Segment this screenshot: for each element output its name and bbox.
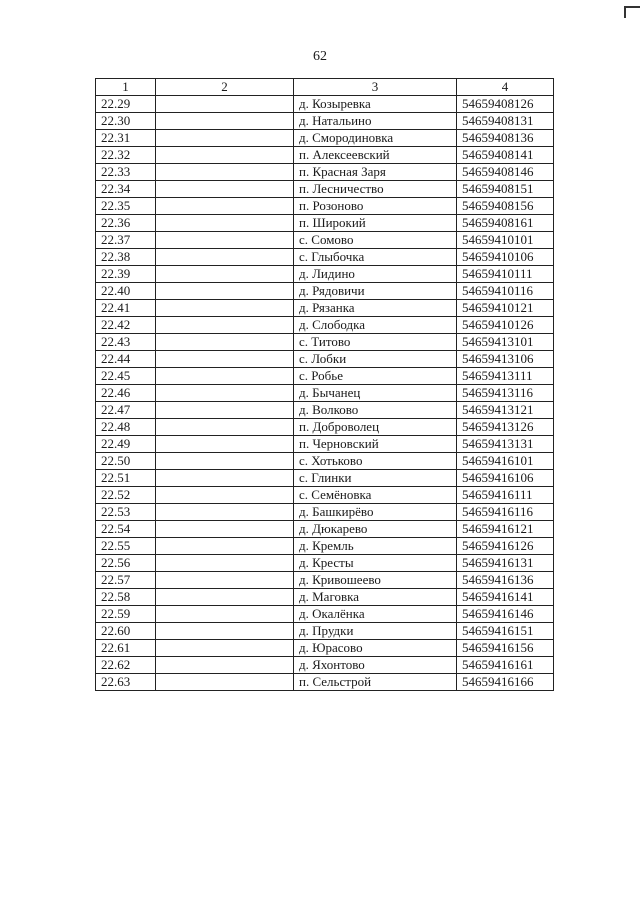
table-row: [96, 402, 554, 419]
table-row: [96, 300, 554, 317]
settlements-table: [95, 78, 554, 691]
row-number-cell: 22.63: [96, 674, 156, 691]
row-number-cell: 22.46: [96, 385, 156, 402]
settlement-code-cell: 54659416156: [457, 640, 554, 657]
table-row: [96, 113, 554, 130]
table-body: [96, 96, 554, 691]
row-col2-cell: [156, 419, 294, 436]
row-number-cell: 22.44: [96, 351, 156, 368]
settlement-name-cell: п. Алексеевский: [294, 147, 457, 164]
table-row: [96, 283, 554, 300]
settlement-code-cell: 54659416131: [457, 555, 554, 572]
settlement-code-cell: 54659416126: [457, 538, 554, 555]
row-col2-cell: [156, 436, 294, 453]
settlement-name-cell: с. Лобки: [294, 351, 457, 368]
settlement-name-cell: с. Сомово: [294, 232, 457, 249]
table-row: [96, 419, 554, 436]
table-row: [96, 504, 554, 521]
settlement-name-cell: с. Титово: [294, 334, 457, 351]
settlement-name-cell: д. Кресты: [294, 555, 457, 572]
settlement-name-cell: д. Яхонтово: [294, 657, 457, 674]
settlement-name-cell: д. Башкирёво: [294, 504, 457, 521]
table-row: [96, 266, 554, 283]
table-row: [96, 232, 554, 249]
settlement-code-cell: 54659416151: [457, 623, 554, 640]
row-col2-cell: [156, 657, 294, 674]
settlement-code-cell: 54659410126: [457, 317, 554, 334]
table-header-row: [96, 79, 554, 96]
settlement-name-cell: д. Окалёнка: [294, 606, 457, 623]
settlement-name-cell: д. Кривошеево: [294, 572, 457, 589]
table-row: [96, 572, 554, 589]
settlement-code-cell: 54659410106: [457, 249, 554, 266]
settlement-name-cell: д. Прудки: [294, 623, 457, 640]
table-row: [96, 181, 554, 198]
settlement-code-cell: 54659413116: [457, 385, 554, 402]
settlement-name-cell: д. Дюкарево: [294, 521, 457, 538]
settlement-name-cell: п. Розоново: [294, 198, 457, 215]
settlement-code-cell: 54659416106: [457, 470, 554, 487]
settlement-name-cell: с. Глыбочка: [294, 249, 457, 266]
corner-mark: [624, 6, 640, 18]
settlement-name-cell: д. Рядовичи: [294, 283, 457, 300]
row-number-cell: 22.51: [96, 470, 156, 487]
row-number-cell: 22.37: [96, 232, 156, 249]
row-number-cell: 22.42: [96, 317, 156, 334]
row-col2-cell: [156, 249, 294, 266]
row-col2-cell: [156, 572, 294, 589]
settlement-name-cell: д. Бычанец: [294, 385, 457, 402]
table-row: [96, 385, 554, 402]
table-row: [96, 538, 554, 555]
row-col2-cell: [156, 113, 294, 130]
row-col2-cell: [156, 589, 294, 606]
row-number-cell: 22.39: [96, 266, 156, 283]
row-number-cell: 22.31: [96, 130, 156, 147]
row-number-cell: 22.55: [96, 538, 156, 555]
row-col2-cell: [156, 674, 294, 691]
row-number-cell: 22.33: [96, 164, 156, 181]
row-number-cell: 22.32: [96, 147, 156, 164]
table-row: [96, 198, 554, 215]
settlement-code-cell: 54659408136: [457, 130, 554, 147]
settlement-name-cell: с. Семёновка: [294, 487, 457, 504]
settlement-code-cell: 54659416111: [457, 487, 554, 504]
settlement-code-cell: 54659416121: [457, 521, 554, 538]
row-number-cell: 22.30: [96, 113, 156, 130]
table-row: [96, 351, 554, 368]
header-col-1: 1: [96, 79, 156, 96]
table-row: [96, 674, 554, 691]
row-col2-cell: [156, 164, 294, 181]
row-number-cell: 22.47: [96, 402, 156, 419]
table-row: [96, 249, 554, 266]
settlement-name-cell: п. Широкий: [294, 215, 457, 232]
settlement-name-cell: д. Лидино: [294, 266, 457, 283]
table-row: [96, 436, 554, 453]
settlement-code-cell: 54659416136: [457, 572, 554, 589]
row-number-cell: 22.41: [96, 300, 156, 317]
table-row: [96, 164, 554, 181]
row-number-cell: 22.54: [96, 521, 156, 538]
row-col2-cell: [156, 266, 294, 283]
table-row: [96, 589, 554, 606]
row-number-cell: 22.49: [96, 436, 156, 453]
row-number-cell: 22.29: [96, 96, 156, 113]
settlement-name-cell: п. Красная Заря: [294, 164, 457, 181]
row-number-cell: 22.61: [96, 640, 156, 657]
row-col2-cell: [156, 623, 294, 640]
settlement-name-cell: д. Смородиновка: [294, 130, 457, 147]
row-number-cell: 22.56: [96, 555, 156, 572]
row-col2-cell: [156, 385, 294, 402]
settlement-name-cell: д. Волково: [294, 402, 457, 419]
table-row: [96, 521, 554, 538]
row-number-cell: 22.35: [96, 198, 156, 215]
settlement-code-cell: 54659408126: [457, 96, 554, 113]
row-col2-cell: [156, 538, 294, 555]
row-number-cell: 22.57: [96, 572, 156, 589]
table-row: [96, 215, 554, 232]
row-col2-cell: [156, 470, 294, 487]
settlement-name-cell: д. Натальино: [294, 113, 457, 130]
settlement-name-cell: п. Лесничество: [294, 181, 457, 198]
table-row: [96, 130, 554, 147]
table-row: [96, 453, 554, 470]
settlement-name-cell: с. Глинки: [294, 470, 457, 487]
table-row: [96, 147, 554, 164]
settlement-code-cell: 54659408161: [457, 215, 554, 232]
settlement-code-cell: 54659416141: [457, 589, 554, 606]
table-row: [96, 470, 554, 487]
table-row: [96, 555, 554, 572]
row-number-cell: 22.48: [96, 419, 156, 436]
settlement-code-cell: 54659413111: [457, 368, 554, 385]
table-row: [96, 487, 554, 504]
settlement-code-cell: 54659416101: [457, 453, 554, 470]
row-number-cell: 22.45: [96, 368, 156, 385]
settlement-code-cell: 54659416146: [457, 606, 554, 623]
row-number-cell: 22.50: [96, 453, 156, 470]
table-row: [96, 334, 554, 351]
settlement-code-cell: 54659408146: [457, 164, 554, 181]
row-col2-cell: [156, 487, 294, 504]
settlement-name-cell: с. Робье: [294, 368, 457, 385]
row-number-cell: 22.62: [96, 657, 156, 674]
settlement-code-cell: 54659410121: [457, 300, 554, 317]
settlement-code-cell: 54659408156: [457, 198, 554, 215]
row-col2-cell: [156, 521, 294, 538]
row-col2-cell: [156, 232, 294, 249]
settlement-name-cell: д. Кремль: [294, 538, 457, 555]
row-col2-cell: [156, 130, 294, 147]
settlement-code-cell: 54659410116: [457, 283, 554, 300]
row-col2-cell: [156, 453, 294, 470]
row-col2-cell: [156, 317, 294, 334]
settlement-name-cell: д. Рязанка: [294, 300, 457, 317]
settlement-code-cell: 54659408141: [457, 147, 554, 164]
row-number-cell: 22.53: [96, 504, 156, 521]
row-number-cell: 22.40: [96, 283, 156, 300]
header-col-2: 2: [156, 79, 294, 96]
settlement-name-cell: д. Юрасово: [294, 640, 457, 657]
settlement-code-cell: 54659416166: [457, 674, 554, 691]
settlement-code-cell: 54659416161: [457, 657, 554, 674]
row-col2-cell: [156, 555, 294, 572]
row-number-cell: 22.43: [96, 334, 156, 351]
header-col-3: 3: [294, 79, 457, 96]
settlement-name-cell: с. Хотьково: [294, 453, 457, 470]
row-col2-cell: [156, 96, 294, 113]
row-col2-cell: [156, 300, 294, 317]
settlement-code-cell: 54659408131: [457, 113, 554, 130]
settlement-code-cell: 54659416116: [457, 504, 554, 521]
row-number-cell: 22.60: [96, 623, 156, 640]
row-col2-cell: [156, 504, 294, 521]
settlement-name-cell: д. Козыревка: [294, 96, 457, 113]
table-row: [96, 368, 554, 385]
settlement-code-cell: 54659408151: [457, 181, 554, 198]
settlement-code-cell: 54659413101: [457, 334, 554, 351]
row-col2-cell: [156, 147, 294, 164]
table-row: [96, 657, 554, 674]
row-number-cell: 22.34: [96, 181, 156, 198]
row-number-cell: 22.58: [96, 589, 156, 606]
settlement-name-cell: п. Черновский: [294, 436, 457, 453]
settlement-name-cell: п. Доброволец: [294, 419, 457, 436]
row-col2-cell: [156, 215, 294, 232]
table-row: [96, 640, 554, 657]
row-col2-cell: [156, 368, 294, 385]
row-col2-cell: [156, 198, 294, 215]
row-col2-cell: [156, 351, 294, 368]
settlement-code-cell: 54659413121: [457, 402, 554, 419]
row-number-cell: 22.38: [96, 249, 156, 266]
row-col2-cell: [156, 402, 294, 419]
row-col2-cell: [156, 334, 294, 351]
row-number-cell: 22.52: [96, 487, 156, 504]
settlement-code-cell: 54659410111: [457, 266, 554, 283]
settlement-code-cell: 54659413106: [457, 351, 554, 368]
settlement-code-cell: 54659413126: [457, 419, 554, 436]
table-row: [96, 317, 554, 334]
row-number-cell: 22.36: [96, 215, 156, 232]
row-col2-cell: [156, 283, 294, 300]
row-col2-cell: [156, 606, 294, 623]
settlement-code-cell: 54659410101: [457, 232, 554, 249]
row-number-cell: 22.59: [96, 606, 156, 623]
settlement-name-cell: д. Слободка: [294, 317, 457, 334]
page-number: 62: [313, 49, 327, 64]
header-col-4: 4: [457, 79, 554, 96]
table-row: [96, 96, 554, 113]
table-row: [96, 623, 554, 640]
table-row: [96, 606, 554, 623]
row-col2-cell: [156, 181, 294, 198]
settlement-name-cell: д. Маговка: [294, 589, 457, 606]
settlement-name-cell: п. Сельстрой: [294, 674, 457, 691]
settlement-code-cell: 54659413131: [457, 436, 554, 453]
row-col2-cell: [156, 640, 294, 657]
